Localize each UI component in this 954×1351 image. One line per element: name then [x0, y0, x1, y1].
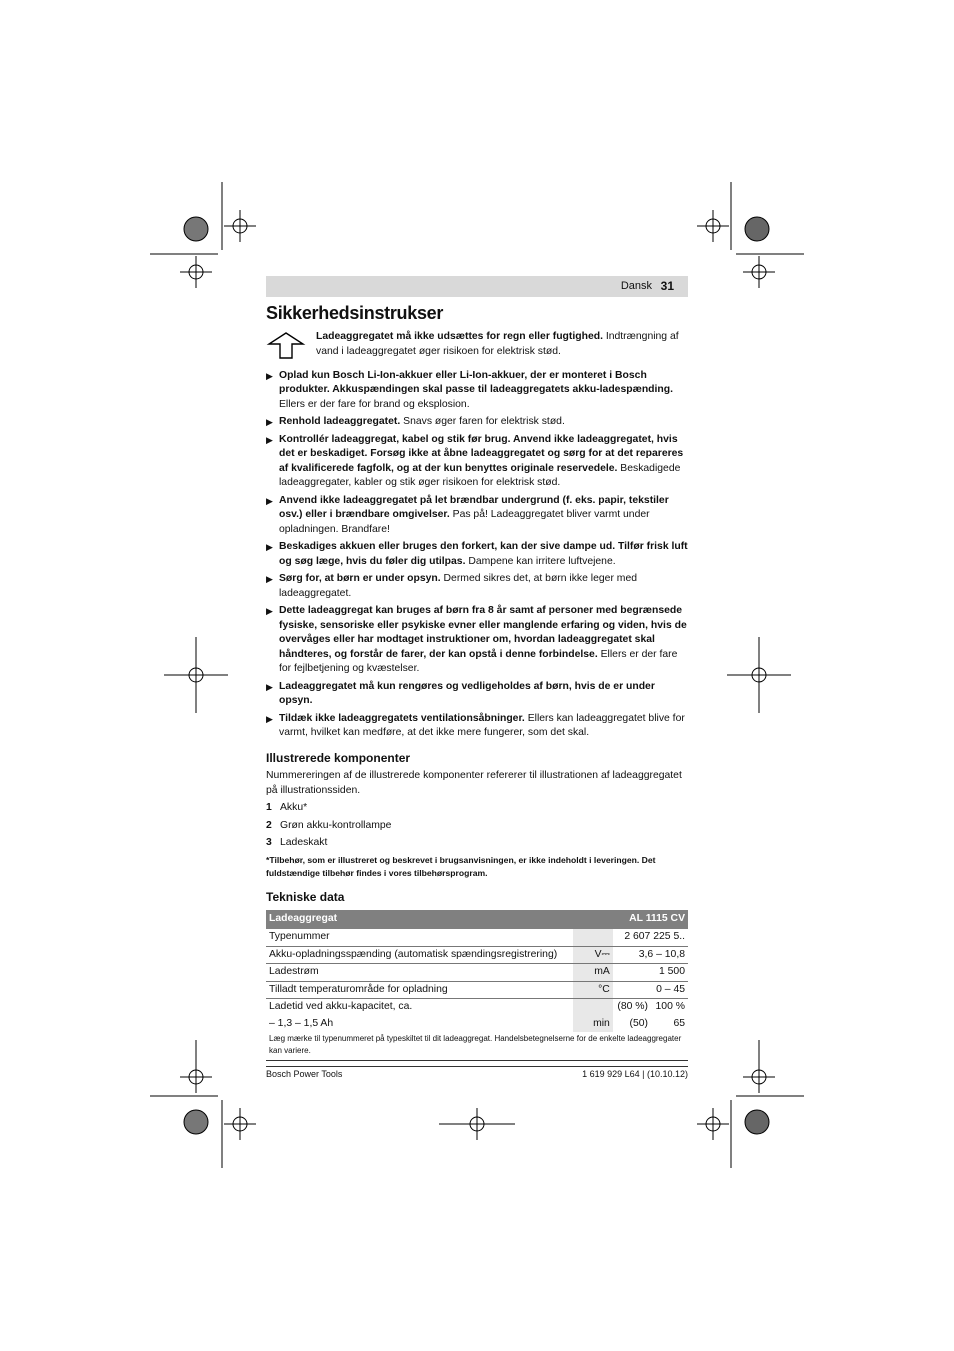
header-bar: [266, 276, 688, 297]
list-item: ▶ Anvend ikke ladeaggregatet på let brændbar undergrund (f. eks. papir, tekstiler osv.) eller i brændbare omgivelser. Pas på! Ladeaggregatet bliver varmt under opladningen. Brandfare!: [266, 494, 669, 535]
warning-bold: Ladeaggregatet må ikke udsættes for regn eller fugtighed.: [316, 331, 603, 342]
table-row: Tilladt temperaturområde for opladning °C 0 – 45: [266, 981, 688, 999]
bullet-arrow-icon: ▶: [266, 542, 273, 552]
footer-doc-code: 1 619 929 L64 | (10.10.12): [582, 1069, 688, 1079]
table-header-model: AL 1115 CV: [613, 910, 688, 929]
bullet-arrow-icon: ▶: [266, 574, 273, 584]
list-item: ▶ Oplad kun Bosch Li-Ion-akkuer eller Li-Ion-akkuer, der er monteret i Bosch produkter. Akkuspændingen skal passe til ladeaggregatets akku-ladespænding. Ellers er der fare for brand og eksplosion.: [266, 369, 673, 410]
safety-list: [266, 369, 688, 741]
warning-text: [316, 330, 688, 366]
components-heading: Illustrerede komponenter: [266, 750, 411, 765]
bullet-arrow-icon: ▶: [266, 434, 273, 445]
warning-block: [266, 330, 688, 366]
warning-body: Indtrængning af vand i ladeaggregatet øger risikoen for elektrisk stød.: [316, 331, 679, 357]
list-item: ▶ Dette ladeaggregat kan bruges af børn fra 8 år samt af personer med begrænsede fysiske, sensoriske eller psykiske evner eller manglende erfaring og viden, hvis de overvåges eller har modtaget instruktioner om, hvordan ladeaggregatet skal håndteres, og forstår de farer, der kan opstå i denne forbindelse. Ellers er der fare for fejlbetjening og kvæstelser.: [266, 605, 687, 674]
bullet-arrow-icon: ▶: [266, 417, 273, 427]
list-item: ▶ Tildæk ikke ladeaggregatets ventilationsåbninger. Ellers kan ladeaggregatet blive for varmt, hvilket kan medføre, at det ikke mere fungerer, som det skal.: [266, 712, 685, 738]
table-row: Ladetid ved akku-kapacitet, ca. (80 %) 100 %: [266, 999, 688, 1016]
footer-brand: Bosch Power Tools: [266, 1069, 343, 1079]
tech-heading: Tekniske data: [266, 889, 345, 904]
page-body: [266, 330, 688, 1061]
components-intro: Nummereringen af de illustrerede komponenter refererer til illustrationen af ladeaggregatet på illustrationssiden.: [266, 770, 682, 796]
component-item: 3 Ladeskakt: [266, 837, 328, 848]
list-item: ▶ Sørg for, at børn er under opsyn. Dermed sikres det, at børn ikke leger med ladeaggregatet.: [266, 573, 637, 599]
language-label: Dansk: [620, 280, 652, 292]
tech-data-table: [266, 910, 688, 1032]
list-item: ▶ Kontrollér ladeaggregat, kabel og stik før brug. Anvend ikke ladeaggregatet, hvis det er beskadiget. Forsøg ikke at åbne ladeaggregatet og sørg for at det repareres af kvalificerede fagfolk, og at der kun benyttes originale reservedele. Beskadigede ladeaggregater, kabler og stik øger risikoen for elektrisk stød.: [266, 433, 684, 488]
component-item: 2 Grøn akku-kontrollampe: [266, 819, 392, 831]
list-item: ▶ Renhold ladeaggregatet. Snavs øger faren for elektrisk stød.: [266, 415, 688, 430]
bullet-arrow-icon: ▶: [266, 495, 273, 506]
page-number: 31: [660, 279, 674, 293]
indoor-use-icon: [266, 330, 316, 366]
component-item: 1 Akku*: [266, 802, 308, 813]
footer-divider: [266, 1066, 688, 1067]
table-header-label: Ladeaggregat: [266, 910, 613, 929]
page-title: Sikkerhedsinstrukser: [266, 303, 444, 323]
bullet-arrow-icon: ▶: [266, 681, 273, 692]
table-row: – 1,3 – 1,5 Ah min (50) 65: [266, 1016, 688, 1033]
bullet-arrow-icon: ▶: [266, 370, 273, 381]
table-header-row: [266, 910, 688, 929]
list-item: ▶ Ladeaggregatet må kun rengøres og vedligeholdes af børn, hvis de er under opsyn.: [266, 680, 655, 706]
list-item: ▶ Beskadiges akkuen eller bruges den forkert, kan der sive dampe ud. Tilfør frisk luft og søg læge, hvis du føler dig utilpas. Dampene kan irritere luftvejene.: [266, 541, 688, 567]
table-note: Læg mærke til typenummeret på typeskiltet til dit ladeaggregat. Handelsbetegnelserne for de enkelte ladeaggregater kan variere.: [266, 1032, 688, 1061]
table-row: Ladestrøm mA 1 500: [266, 964, 688, 982]
table-row: Typenummer 2 607 225 5..: [266, 929, 688, 946]
bullet-arrow-icon: ▶: [266, 713, 273, 724]
components-footnote: *Tilbehør, som er illustreret og beskrevet i brugsanvisningen, er ikke indeholdt i leveringen. Det fuldstændige tilbehør findes i vores tilbehørsprogram.: [266, 854, 656, 878]
bullet-arrow-icon: ▶: [266, 606, 273, 616]
table-row: Akku-opladningsspænding (automatisk spændingsregistrering) V⎓ 3,6 – 10,8: [266, 946, 688, 964]
